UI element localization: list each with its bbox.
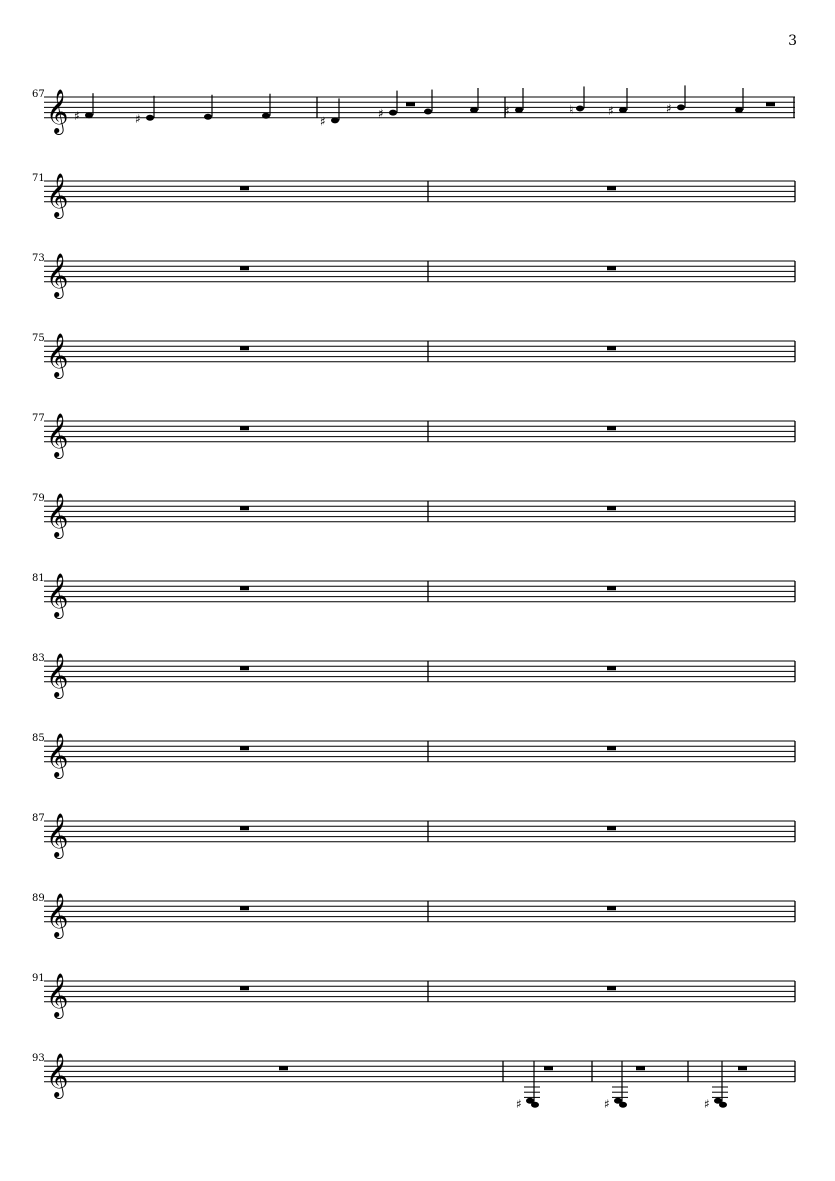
sharp-icon: ♯	[378, 106, 384, 121]
whole-rest-icon	[544, 1066, 553, 1070]
sharp-icon: ♯	[516, 1096, 522, 1111]
note-head	[719, 1102, 727, 1108]
treble-clef-icon: 𝄞	[46, 88, 69, 133]
measure-number: 75	[32, 333, 45, 344]
sharp-icon: ♯	[704, 1096, 710, 1111]
measure-number: 89	[32, 893, 45, 904]
whole-rest-icon	[636, 1066, 645, 1070]
treble-clef-icon: 𝄞	[46, 732, 69, 777]
treble-clef-icon: 𝄞	[46, 652, 69, 697]
treble-clef-icon: 𝄞	[46, 172, 69, 217]
whole-rest-icon	[738, 1066, 747, 1070]
measure-number: 77	[32, 413, 45, 424]
treble-clef-icon: 𝄞	[46, 1052, 69, 1097]
natural-icon: ♮	[569, 102, 574, 117]
treble-clef-icon: 𝄞	[46, 572, 69, 617]
measure-number: 83	[32, 653, 45, 664]
treble-clef-icon: 𝄞	[46, 252, 69, 297]
treble-clef-icon: 𝄞	[46, 332, 69, 377]
sharp-icon: ♯	[135, 111, 141, 126]
measure-number: 79	[32, 493, 45, 504]
page-number: 3	[788, 33, 797, 49]
note-head	[531, 1102, 539, 1108]
measure-number: 85	[32, 733, 45, 744]
measure-number: 91	[32, 973, 45, 984]
sharp-icon: ♯	[504, 104, 510, 118]
measure-number: 93	[32, 1053, 45, 1064]
treble-clef-icon: 𝄞	[46, 412, 69, 457]
measure-number: 87	[32, 813, 45, 824]
measure-number: 67	[32, 89, 45, 100]
measure-number: 73	[32, 253, 45, 264]
whole-rest-icon	[279, 1066, 288, 1070]
sharp-icon: ♯	[320, 114, 326, 129]
sharp-icon: ♯	[74, 109, 80, 124]
measure-number: 71	[32, 173, 45, 184]
sharp-icon: ♯	[604, 1096, 610, 1111]
note-head	[619, 1102, 627, 1108]
measure-number: 81	[32, 573, 45, 584]
sharp-icon: ♯	[666, 101, 672, 116]
treble-clef-icon: 𝄞	[46, 972, 69, 1017]
treble-clef-icon: 𝄞	[46, 492, 69, 537]
treble-clef-icon: 𝄞	[46, 812, 69, 857]
treble-clef-icon: 𝄞	[46, 892, 69, 937]
sharp-icon: ♯	[608, 104, 614, 118]
